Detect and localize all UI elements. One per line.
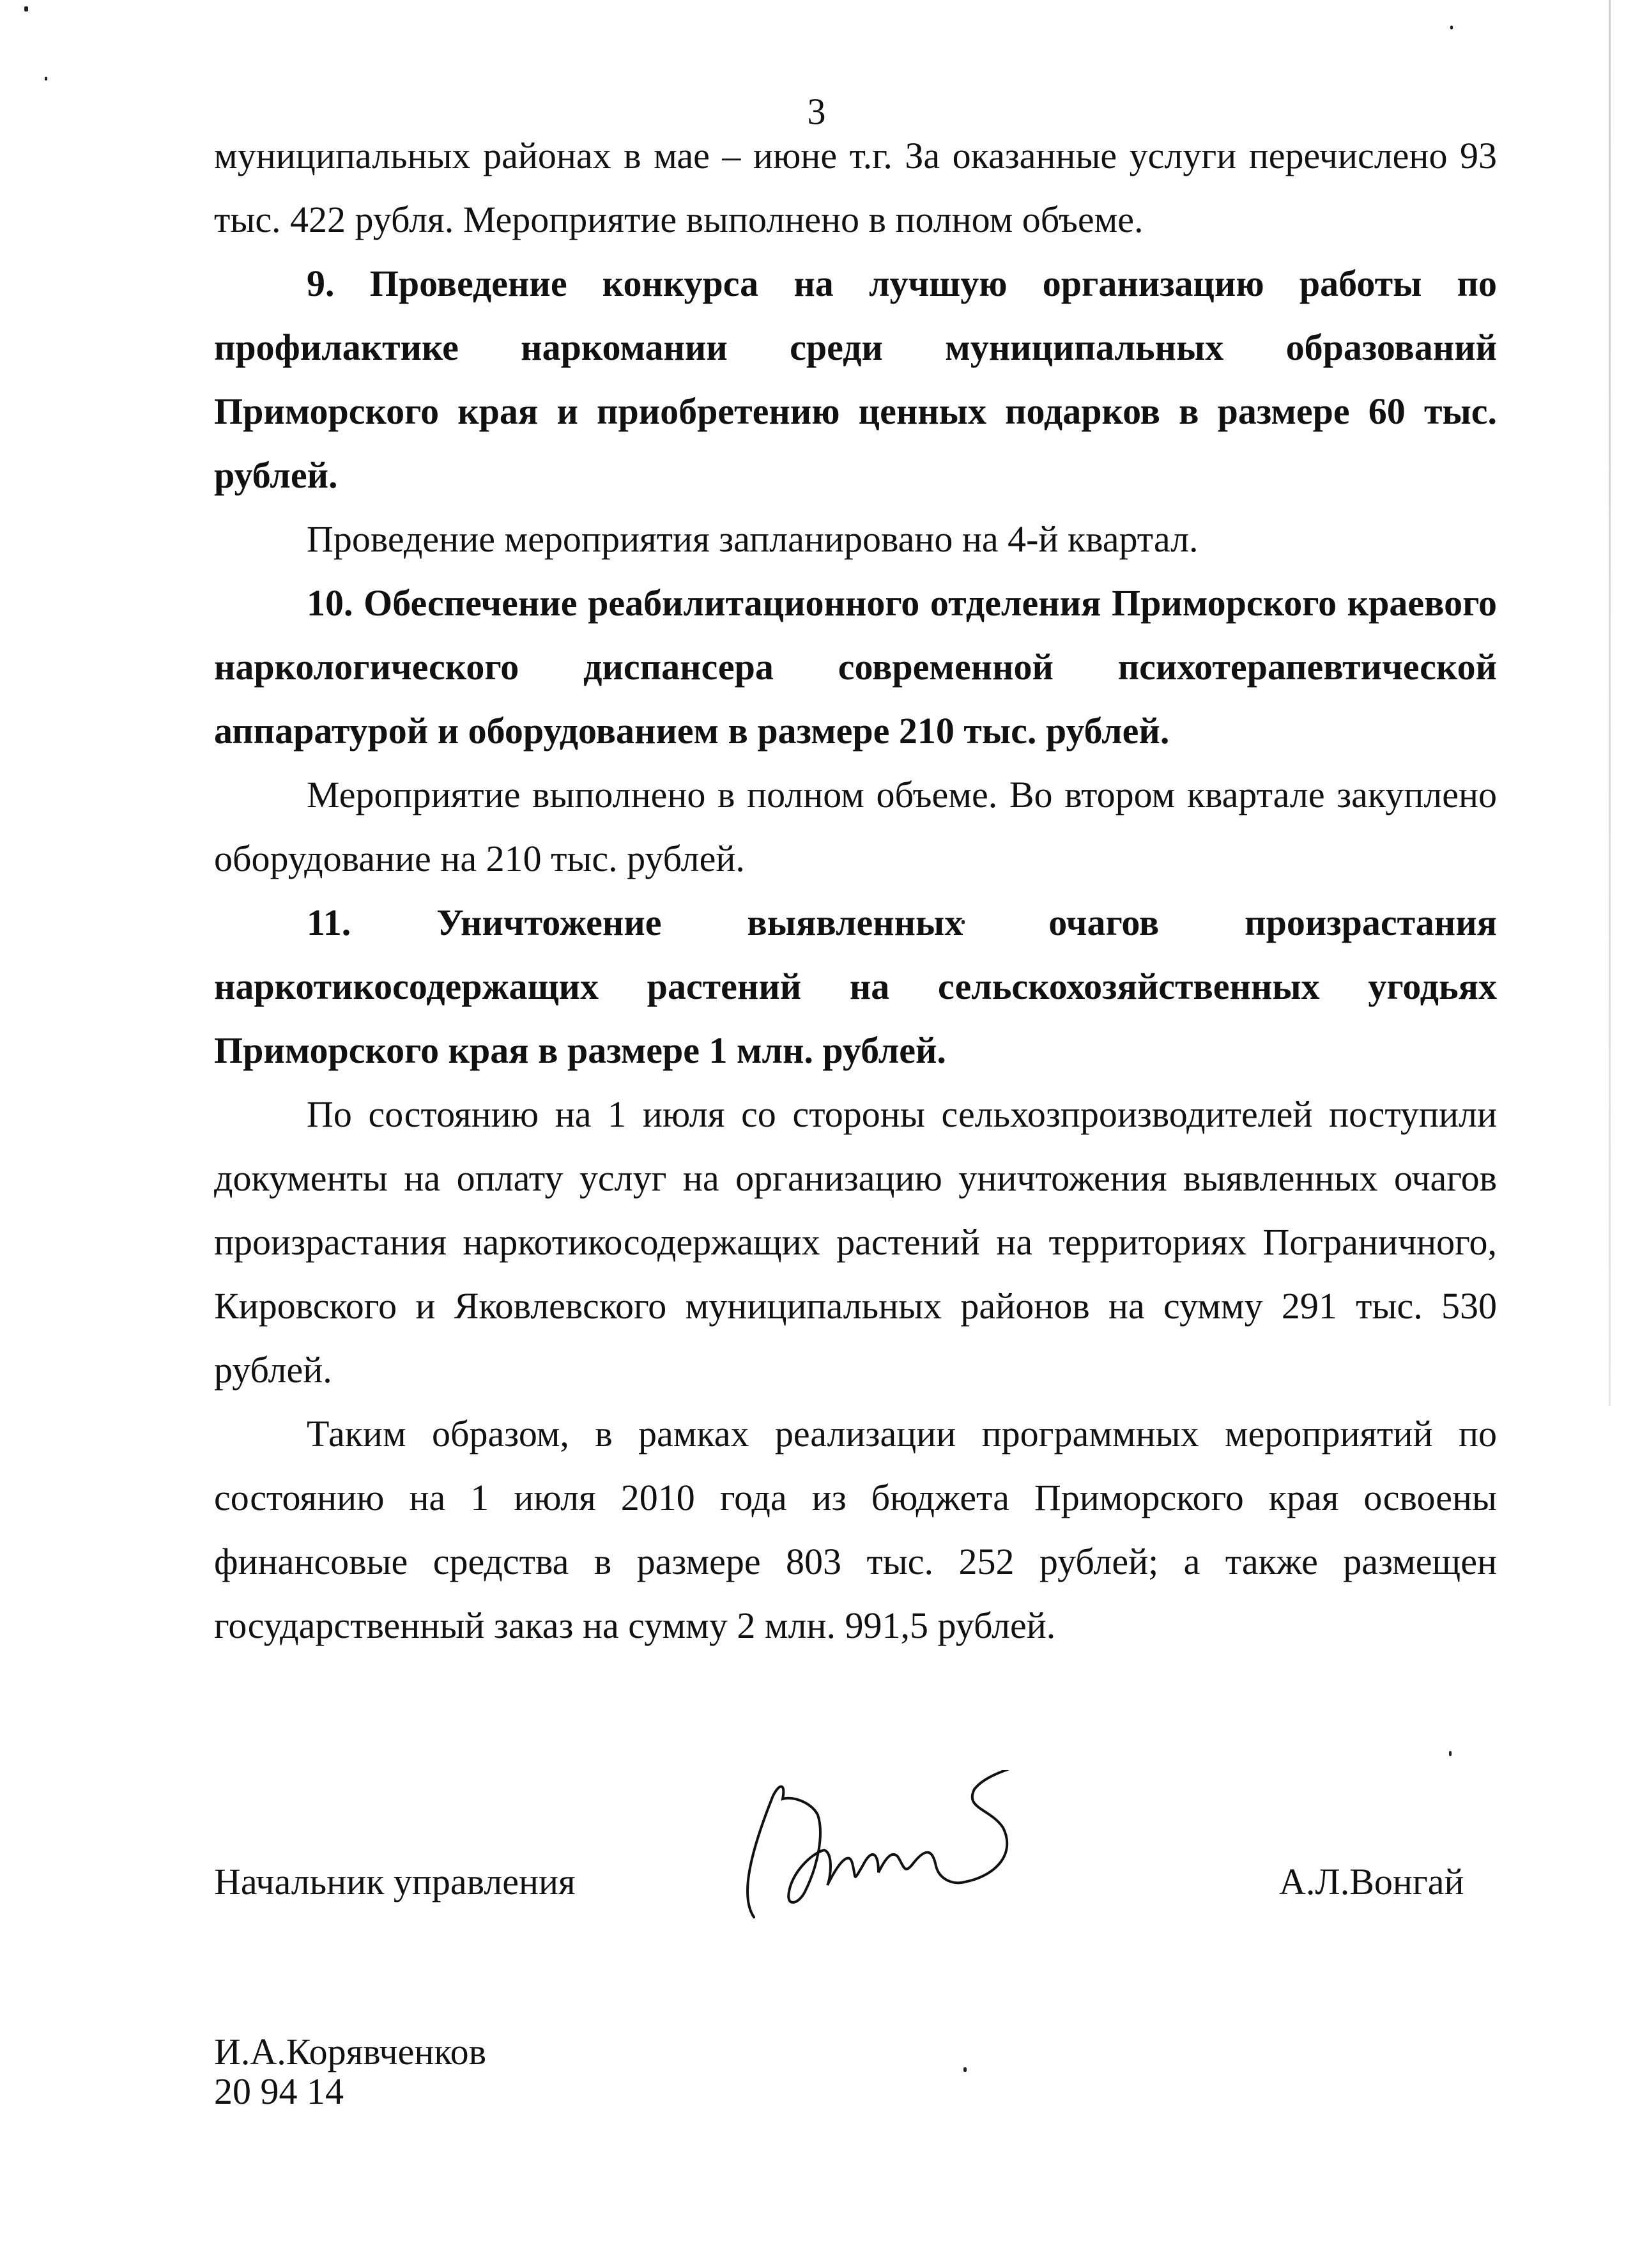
executor-name: И.А.Корявченков [214,2031,486,2072]
scan-speck [1450,26,1453,29]
paragraph: Проведение мероприятия запланировано на 4-й квартал. [307,518,1199,560]
scan-speck [45,77,47,81]
section-heading-10: 10. Обеспечение реабилитационного отделения Приморского краевого наркологического диспансера современной психотерапевтической аппаратурой и оборудованием в размере 210 тыс. рублей. [214,582,1497,752]
paragraph: По состоянию на 1 июля со стороны сельхозпроизводителей поступили документы на оплату услуг на организацию уничтожения выявленных очагов произрастания наркотикосодержащих растений на территориях Пограничного, Кировского и Яковлевского муниципальных районов на сумму 291 тыс. 530 рублей. [214,1093,1497,1391]
position-title: Начальник управления [214,1861,576,1902]
executor-phone: 20 94 14 [214,2071,344,2112]
paragraph: Мероприятие выполнено в полном объеме. Во втором квартале закуплено оборудование на 210 тыс. рублей. [214,774,1497,879]
executor-block [214,2032,486,2111]
section-heading-11: 11. Уничтожение выявленных очагов произрастания наркотикосодержащих растений на сельскохозяйственных угодьях Приморского края в размере 1 млн. рублей. [214,902,1497,1071]
summary-paragraph: Таким образом, в рамках реализации программных мероприятий по состоянию на 1 июля 2010 года из бюджета Приморского края освоены финансовые средства в размере 803 тыс. 252 рублей; а также размещен государственный заказ на сумму 2 млн. 991,5 рублей. [214,1413,1497,1646]
document-body [214,124,1497,1658]
page-number: 3 [807,91,826,132]
paragraph: муниципальных районах в мае – июне т.г. За оказанные услуги перечислено 93 тыс. 422 рубля. Мероприятие выполнено в полном объеме. [214,135,1497,240]
scan-edge-shadow [1609,0,1611,1406]
scan-speck [963,2067,967,2072]
scan-speck [24,6,28,12]
scan-speck [1449,1751,1452,1756]
section-heading-9: 9. Проведение конкурса на лучшую организацию работы по профилактике наркомании среди муниципальных образований Приморского края и приобретению ценных подарков в размере 60 тыс. рублей. [214,263,1497,496]
signatory-name: А.Л.Вонгай [1279,1861,1464,1902]
handwritten-signature [722,1770,1182,1930]
